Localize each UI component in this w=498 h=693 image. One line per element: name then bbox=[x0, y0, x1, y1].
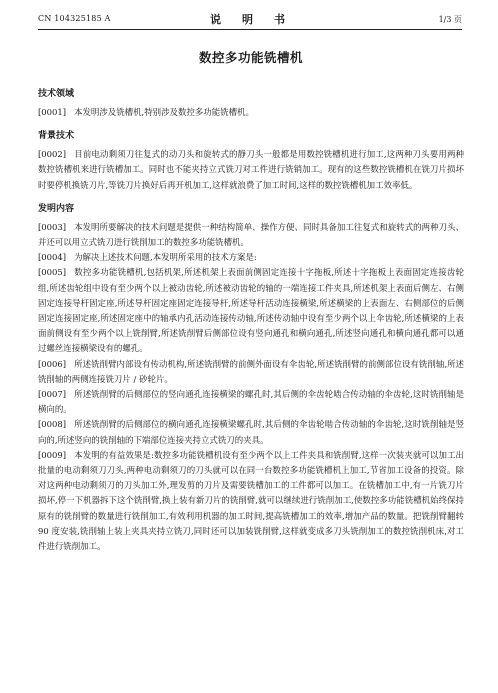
document-title: 数控多功能铣槽机 bbox=[198, 50, 303, 65]
paragraph-text: 为解决上述技术问题,本发明所采用的技术方案是: bbox=[74, 252, 257, 263]
document-body bbox=[38, 48, 464, 554]
header-rule bbox=[38, 29, 462, 30]
paragraph-number: [0008] bbox=[38, 419, 67, 430]
section-heading: 发明内容 bbox=[38, 203, 75, 214]
publication-number: CN 104325185 A bbox=[38, 14, 111, 23]
paragraph-text: 所述铣削臂内部设有传动机构,所述铣削臂的前侧外面设有伞齿轮,所述铣削臂的前侧部位设有铣削轴,所述铣削轴的两侧连接铣刀片 / 砂轮片。 bbox=[38, 358, 464, 384]
paragraph-number: [0004] bbox=[38, 252, 67, 263]
paragraph bbox=[38, 220, 464, 250]
paragraph-number: [0005] bbox=[38, 267, 67, 278]
paragraph-number: [0003] bbox=[38, 221, 67, 232]
section-heading: 背景技术 bbox=[38, 131, 75, 142]
paragraph-number: [0002] bbox=[38, 149, 67, 160]
paragraph-number: [0006] bbox=[38, 358, 67, 369]
paragraph-text: 所述铣削臂的后侧部位的竖向通孔连接横梁的螺孔时,其后侧的伞齿轮啮合传动轴的伞齿轮,这时铣削轴是横向的。 bbox=[38, 389, 464, 415]
paragraph-number: [0009] bbox=[38, 449, 67, 460]
paragraph bbox=[38, 250, 464, 265]
paragraph bbox=[38, 417, 464, 447]
page-header bbox=[38, 11, 462, 27]
paragraph-text: 所述铣削臂的后侧部位的横向通孔连接横梁螺孔时,其后侧的伞齿轮啮合传动轴的伞齿轮,这时铣削轴是竖向的,所述竖向的铣削轴的下端部位连接夹持立式铣刀的夹具。 bbox=[38, 419, 464, 445]
paragraph-text: 本发明的有益效果是:数控多功能铣槽机设有至少两个以上工件夹具和铣削臂,这样一次装夹就可以加工出批量的电动剩须刀刀头,两种电动剩须刀的刀头就可以在同一台数控多功能铣槽机上加工,节省加工设备的投资。除对这两种电动剩须刀的刀头加工外,理发剪的刀片及需要铣槽加工的工件都可以加工。在铣槽加工中,有一片铣刀片损坏,停一下机器拆下这个铣削臂,换上装有新刀片的铣削臂,就可以继续进行铣削加工,使数控多功能铣槽机始终保持原有的铣削臂的数量进行铣削加工,有效利用机器的加工时间,提高铣槽加工的效率,增加产品的数量。把铣削臂翻转 90 度安装,铣削轴上装上夹具夹持立铣刀,同时还可以加装铣削臂,这样就变成多刀头铣削加工的数控铣削机床,对工件进行铣削加工。 bbox=[38, 449, 464, 552]
paragraph bbox=[38, 387, 464, 417]
section-heading: 技术领域 bbox=[38, 89, 75, 99]
paragraph bbox=[38, 147, 464, 193]
paragraph-number: [0001] bbox=[38, 107, 67, 117]
document-type: 说 明 书 bbox=[210, 13, 290, 26]
paragraph-text: 本发明涉及铣槽机,特别涉及数控多功能铣槽机。 bbox=[74, 107, 254, 117]
paragraph bbox=[38, 357, 464, 387]
paragraph bbox=[38, 105, 464, 120]
paragraph-number: [0007] bbox=[38, 389, 67, 400]
paragraph bbox=[38, 265, 464, 356]
paragraph bbox=[38, 448, 464, 554]
paragraph-text: 目前电动剩须刀往复式的动刀头和旋转式的静刀头一般都是用数控铣槽机进行加工,这两种刀头要用两种数控铣槽机来进行铣槽加工。同时也不能夹持立式铣刀对工件进行铣销加工。现有的这些数控铣槽机在铣刀片损坏时要停机换铣刀片,等铣刀片换好后再开机加工,这样就浪费了加工时间,这样的数控铣槽机加工效率低。 bbox=[38, 149, 464, 190]
paragraph-text: 本发明所要解决的技术问题是提供一种结构简单、操作方便、同时具备加工往复式和旋转式的两种刀头、并还可以用立式铣刀进行铣削加工的数控多功能铣槽机。 bbox=[38, 221, 464, 248]
paragraph-text: 数控多功能铣槽机,包括机架,所述机架上表面前侧固定连接十字拖板,所述十字拖板上表面固定连接齿轮组,所述齿轮组中设有至少两个以上被动齿轮,所述被动齿轮的轴的一端连接工件夹具,所述机架上表面后侧左、右侧固定连接导杆固定座,所述导杆固定座固定连接导杆,所述导杆活动连接横梁,所述横梁的上表面左、右侧部位的后侧固定连接固定座,所述固定座中的轴承内孔活动连接传动轴,所述传动轴中设有至少两个以上伞齿轮,所述横梁的上表面前侧设有至少两个以上铣削臂,所述铣削臂后侧部位设有竖向通孔和横向通孔,所述竖向通孔和横向通孔都可以通过螺丝连接横梁设有的螺孔。 bbox=[38, 267, 464, 354]
page-indicator: 1/3 页 bbox=[438, 15, 462, 24]
